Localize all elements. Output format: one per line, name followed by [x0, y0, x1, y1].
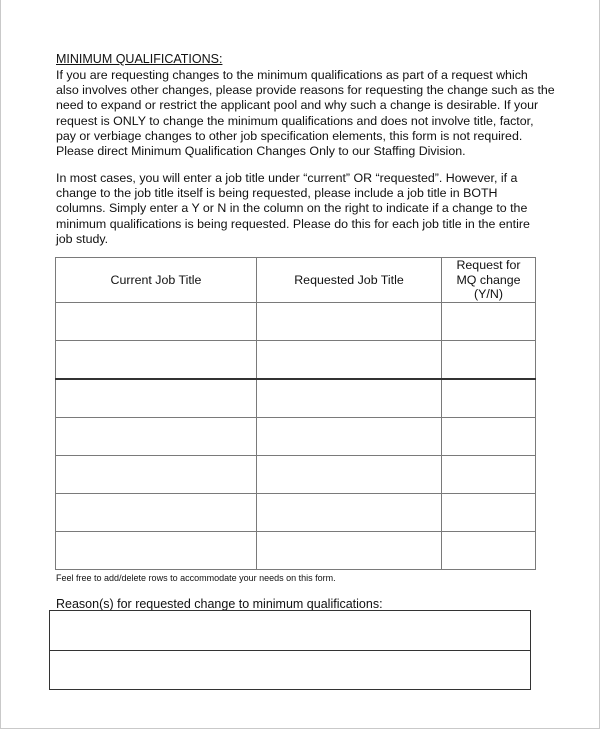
- table-row: [56, 532, 536, 570]
- mq-change-cell[interactable]: [442, 379, 536, 418]
- requested-job-title-cell[interactable]: [257, 341, 442, 380]
- mq-change-cell[interactable]: [442, 341, 536, 380]
- current-job-title-cell[interactable]: [56, 303, 257, 341]
- paragraph-line: also involves other changes, please provide reasons for requesting the change such as the: [56, 83, 555, 98]
- instructions-paragraph-2: [56, 171, 586, 247]
- mq-change-cell[interactable]: [442, 303, 536, 341]
- current-job-title-cell[interactable]: [56, 532, 257, 570]
- paragraph-line: change to the job title itself is being requested, please include a job title in BOTH: [56, 186, 498, 201]
- header-current-job-title: Current Job Title: [56, 258, 257, 303]
- table-row: [56, 456, 536, 494]
- header-mq-line: MQ change: [456, 272, 521, 287]
- requested-job-title-cell[interactable]: [257, 494, 442, 532]
- mq-change-cell[interactable]: [442, 418, 536, 456]
- table-row: [56, 303, 536, 341]
- header-mq-change: [442, 258, 536, 303]
- paragraph-line: In most cases, you will enter a job title under “current” OR “requested”. However, if a: [56, 171, 518, 185]
- paragraph-line: request is ONLY to change the minimum qualifications and does not involve title, factor,: [56, 113, 534, 128]
- section-heading: MINIMUM QUALIFICATIONS:: [56, 52, 223, 66]
- table-row: [56, 418, 536, 456]
- paragraph-line: job study.: [56, 231, 109, 246]
- paragraph-line: If you are requesting changes to the minimum qualifications as part of a request which: [56, 68, 528, 82]
- current-job-title-cell[interactable]: [56, 379, 257, 418]
- requested-job-title-cell[interactable]: [257, 379, 442, 418]
- table-header-row: [56, 258, 536, 303]
- table-row: [56, 341, 536, 380]
- paragraph-line: Please direct Minimum Qualification Changes Only to our Staffing Division.: [56, 144, 466, 159]
- current-job-title-cell[interactable]: [56, 456, 257, 494]
- mq-change-cell[interactable]: [442, 532, 536, 570]
- paragraph-line: columns. Simply enter a Y or N in the column on the right to indicate if a change to the: [56, 201, 528, 216]
- reasons-line-2[interactable]: [50, 651, 530, 689]
- requested-job-title-cell[interactable]: [257, 456, 442, 494]
- instructions-paragraph-1: [56, 68, 586, 159]
- current-job-title-cell[interactable]: [56, 494, 257, 532]
- table-row: [56, 379, 536, 418]
- table-footnote: Feel free to add/delete rows to accommodate your needs on this form.: [56, 573, 336, 583]
- reasons-label: Reason(s) for requested change to minimum qualifications:: [56, 597, 383, 611]
- paragraph-line: need to expand or restrict the applicant pool and why such a change is desirable. If your: [56, 98, 539, 113]
- mq-change-cell[interactable]: [442, 456, 536, 494]
- mq-change-cell[interactable]: [442, 494, 536, 532]
- paragraph-line: minimum qualifications is being requested. Please do this for each job title in the entire: [56, 216, 530, 231]
- header-mq-line: Request for: [456, 258, 521, 273]
- header-requested-job-title: Requested Job Title: [257, 258, 442, 303]
- reasons-box: [49, 610, 531, 690]
- current-job-title-cell[interactable]: [56, 341, 257, 380]
- table-row: [56, 494, 536, 532]
- current-job-title-cell[interactable]: [56, 418, 257, 456]
- requested-job-title-cell[interactable]: [257, 532, 442, 570]
- reasons-line-1[interactable]: [50, 611, 530, 650]
- job-title-table: [55, 257, 536, 570]
- paragraph-line: pay or verbiage changes to other job specification elements, this form is not required.: [56, 128, 523, 143]
- header-mq-line: (Y/N): [474, 287, 503, 302]
- requested-job-title-cell[interactable]: [257, 418, 442, 456]
- requested-job-title-cell[interactable]: [257, 303, 442, 341]
